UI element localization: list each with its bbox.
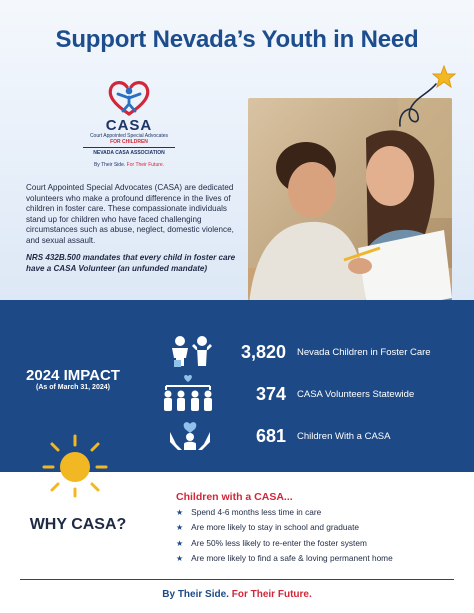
stat-children-value: 3,820 (240, 342, 286, 362)
star-doodle-icon (392, 62, 462, 132)
stat-casa-children-value: 681 (255, 426, 286, 446)
why-casa-title: WHY CASA? (29, 516, 127, 533)
mandate-note: NRS 432B.500 mandates that every child in foster care have a CASA Volunteer (an unfunded mandate) (26, 253, 236, 273)
why-casa-heading: Children with a CASA... (176, 491, 293, 503)
sun-doodle-icon (42, 432, 108, 498)
caring-hands-icon (166, 418, 214, 452)
stat-volunteers-label: CASA Volunteers Statewide (297, 389, 415, 400)
footer-tagline-part1: By Their Side. (162, 589, 229, 600)
casa-logo (70, 78, 188, 186)
logo-divider (83, 147, 175, 148)
impact-title: 2024 IMPACT (26, 367, 120, 384)
logo-wordmark: CASA (105, 117, 153, 134)
intro-paragraph: Court Appointed Special Advocates (CASA) are dedicated volunteers who make a profound difference in the lives of children in foster care. These compassionate individuals stand up for children who have faced challenging circumstances such as abuse, neglect, domestic violence, and sexual assault. (26, 183, 234, 245)
star-bullet-icon: ★ (176, 523, 184, 533)
star-bullet-icon: ★ (176, 508, 184, 517)
why-casa-list (176, 505, 393, 566)
star-bullet-icon: ★ (176, 538, 184, 548)
footer-tagline-part2: For Their Future. (231, 589, 312, 600)
stat-children-label: Nevada Children in Foster Care (297, 347, 431, 358)
list-item: ★ Are more likely to find a safe & loving permanent home (176, 552, 393, 563)
footer-divider (20, 579, 454, 580)
stat-casa-children-label: Children With a CASA (297, 431, 391, 442)
logo-tagline-part1: By Their Side. (93, 162, 126, 168)
list-item: ★ Spend 4-6 months less time in care (176, 507, 322, 517)
list-item: ★ Are more likely to stay in school and graduate (176, 522, 360, 533)
children-icon (166, 334, 214, 368)
volunteers-icon (160, 374, 216, 412)
heart-child-logo-icon (106, 78, 152, 118)
logo-line2: FOR CHILDREN (110, 139, 148, 145)
stat-volunteers-value: 374 (255, 384, 286, 404)
logo-tagline (70, 162, 188, 168)
page-title: Support Nevada’s Youth in Need (55, 26, 419, 53)
star-bullet-icon: ★ (176, 553, 184, 563)
logo-line1: Court Appointed Special Advocates (89, 133, 169, 139)
footer-tagline (0, 589, 474, 600)
logo-tagline-part2: For Their Future. (126, 162, 165, 168)
logo-association: NEVADA CASA ASSOCIATION (93, 150, 165, 156)
impact-subtitle: (As of March 31, 2024) (36, 384, 110, 391)
list-item: ★ Are 50% less likely to re-enter the foster system (176, 537, 367, 548)
